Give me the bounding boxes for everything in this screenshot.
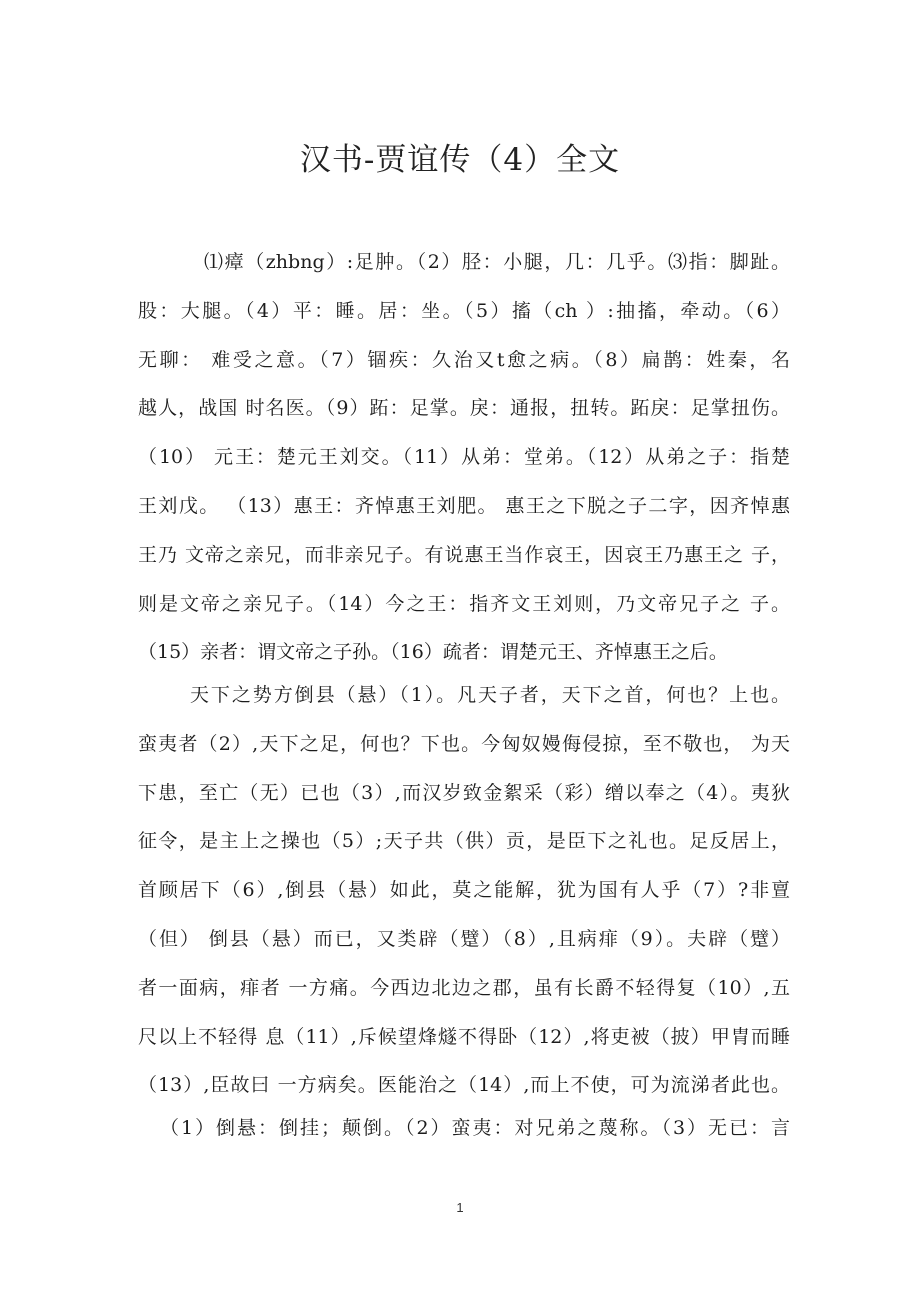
main-text-paragraph	[138, 671, 790, 1110]
text-line: （10） 元王：楚元王刘交。（11）从弟：堂弟。（12）从弟之子：指楚	[138, 446, 790, 469]
annotation-block-1	[138, 238, 790, 677]
annotation-block-2	[138, 1104, 790, 1153]
text-line: （但） 倒县（悬）而已，又类辟（躄）（8）,且病痱（9）。夫辟（躄）	[138, 927, 790, 950]
text-line: 王乃 文帝之亲兄，而非亲兄子。有说惠王当作哀王，因哀王乃惠王之 子，	[138, 543, 790, 566]
text-line: 则是文帝之亲兄子。（14）今之王：指齐文王刘则，乃文帝兄子之 子。	[138, 592, 790, 615]
text-line: 者一面病，痱者 一方痛。今西边北边之郡，虽有长爵不轻得复（10）,五	[138, 976, 790, 999]
text-line: 首顾居下（6）,倒县（悬）如此，莫之能解，犹为国有人乎（7）?非亶	[138, 879, 790, 902]
text-line: 下患，至亡（无）已也（3）,而汉岁致金絮采（彩）缯以奉之（4）。夷狄	[138, 781, 790, 804]
text-line: 股：大腿。（4）平：睡。居：坐。（5）搐（ch ）:抽搐，牵动。（6）	[138, 299, 790, 322]
text-line: ⑴瘴（zhbng）:足肿。（2）胫：小腿，几：几乎。⑶指：脚趾。	[204, 251, 790, 273]
text-line: 王刘戊。 （13）惠王：齐悼惠王刘肥。 惠王之下脱之子二字，因齐悼惠	[138, 494, 790, 517]
text-line: （15）亲者：谓文帝之子孙。（16）疏者：谓楚元王、齐悼惠王之后。	[138, 641, 728, 664]
text-line: 蛮夷者（2）,天下之足，何也？下也。今匈奴嫚侮侵掠，至不敬也， 为天	[138, 732, 790, 755]
text-line: 越人，战国 时名医。（9）跖：足掌。戾：通报，扭转。跖戾：足掌扭伤。	[138, 397, 790, 420]
text-line: 无聊： 难受之意。（7）锢疾：久治又t愈之病。（8）扁鹊：姓秦，名	[138, 348, 790, 371]
text-line: （1）倒悬：倒挂；颠倒。（2）蛮夷：对兄弟之蔑称。（3）无已：言	[160, 1117, 790, 1139]
page-title: 汉书-贾谊传（4）全文	[299, 142, 621, 178]
page-number: 1	[456, 1200, 464, 1215]
text-line: 天下之势方倒县（悬）（1）。凡天子者，天下之首，何也？上也。	[190, 684, 790, 706]
text-line: （13）,臣故曰 一方病矣。医能治之（14）,而上不使，可为流涕者此也。	[138, 1074, 790, 1097]
text-line: 征令，是主上之操也（5）;天子共（供）贡，是臣下之礼也。足反居上，	[138, 830, 790, 853]
text-line: 尺以上不轻得 息（11）,斥候望烽燧不得卧（12）,将吏被（披）甲胄而睡	[138, 1025, 790, 1048]
